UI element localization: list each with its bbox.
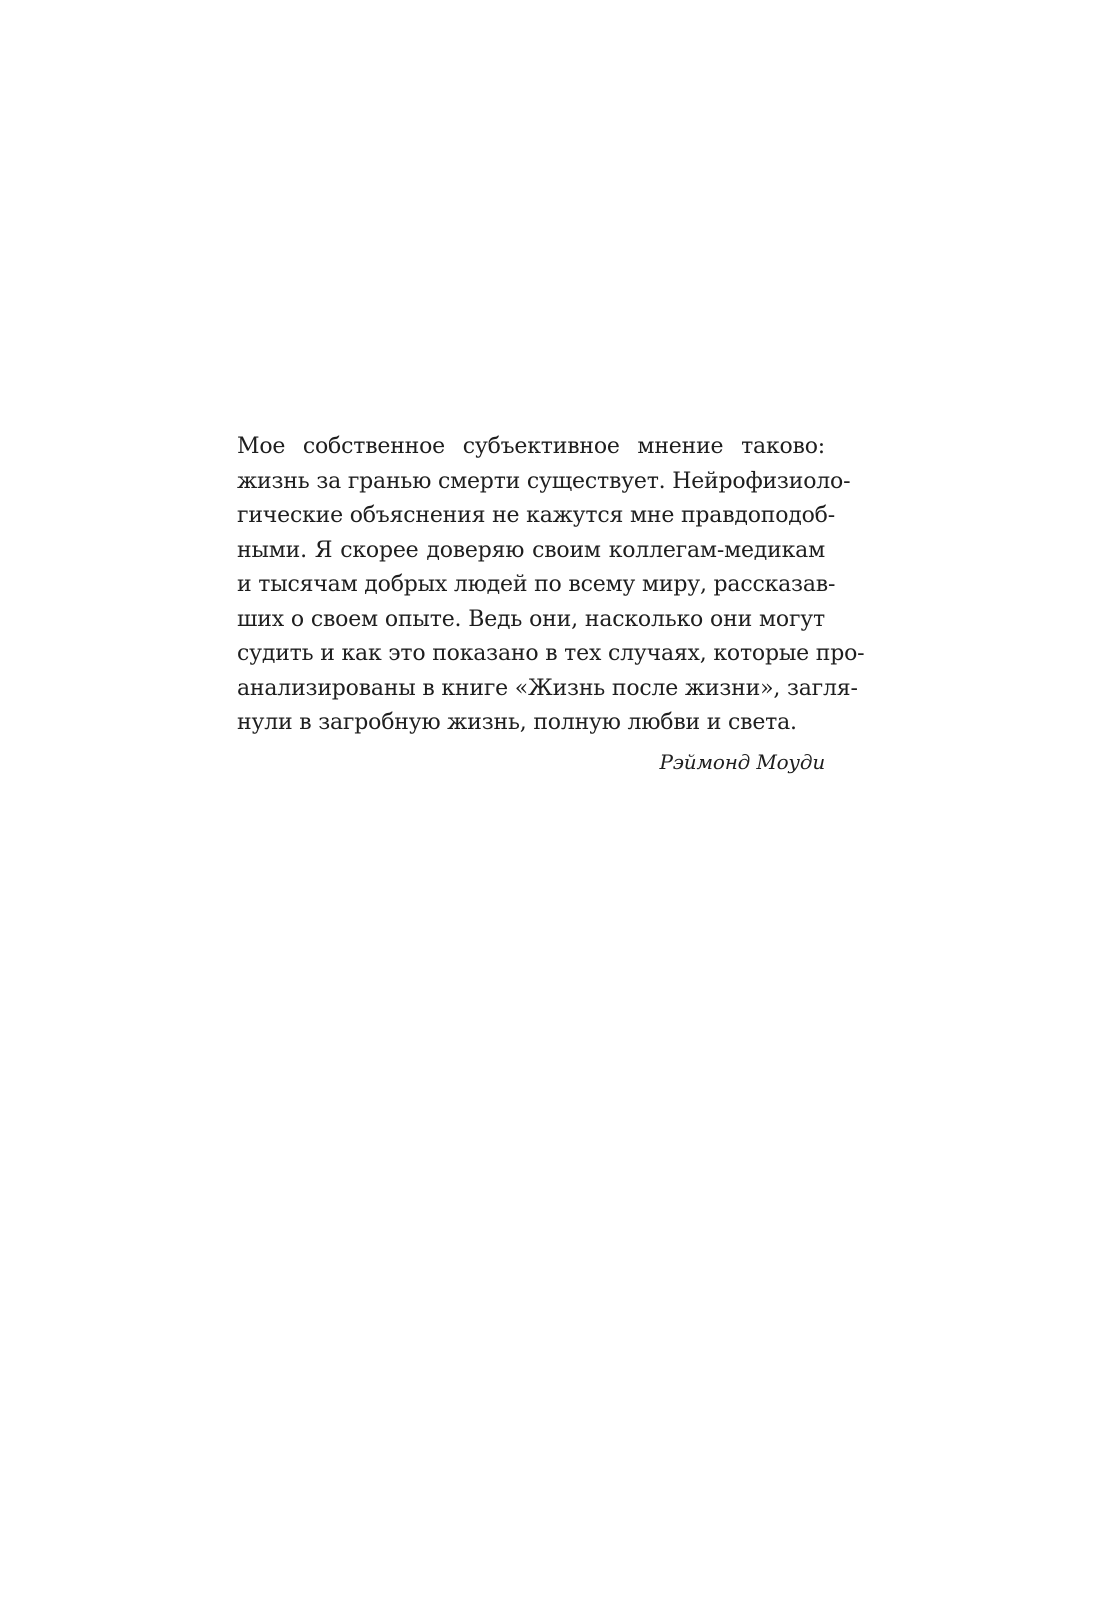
epigraph-line: гические объяснения не кажутся мне правдоподоб- xyxy=(237,503,835,528)
epigraph-line: и тысячам добрых людей по всему миру, рассказав- xyxy=(237,572,836,597)
epigraph-line: анализированы в книге «Жизнь после жизни», загля- xyxy=(237,675,858,701)
epigraph-author: Рэймонд Моуди xyxy=(659,749,825,774)
epigraph-line: нули в загробную жизнь, полную любви и света. xyxy=(237,710,797,735)
epigraph-line: судить и как это показано в тех случаях, которые про- xyxy=(237,641,865,666)
epigraph-line: ными. Я скорее доверяю своим коллегам-медикам xyxy=(237,537,825,563)
epigraph-line: Мое собственное субъективное мнение таково: xyxy=(237,434,825,459)
epigraph-line: жизнь за гранью смерти существует. Нейрофизиоло- xyxy=(237,468,851,494)
epigraph-line: ших о своем опыте. Ведь они, насколько они могут xyxy=(237,606,825,632)
epigraph-block xyxy=(237,430,865,777)
